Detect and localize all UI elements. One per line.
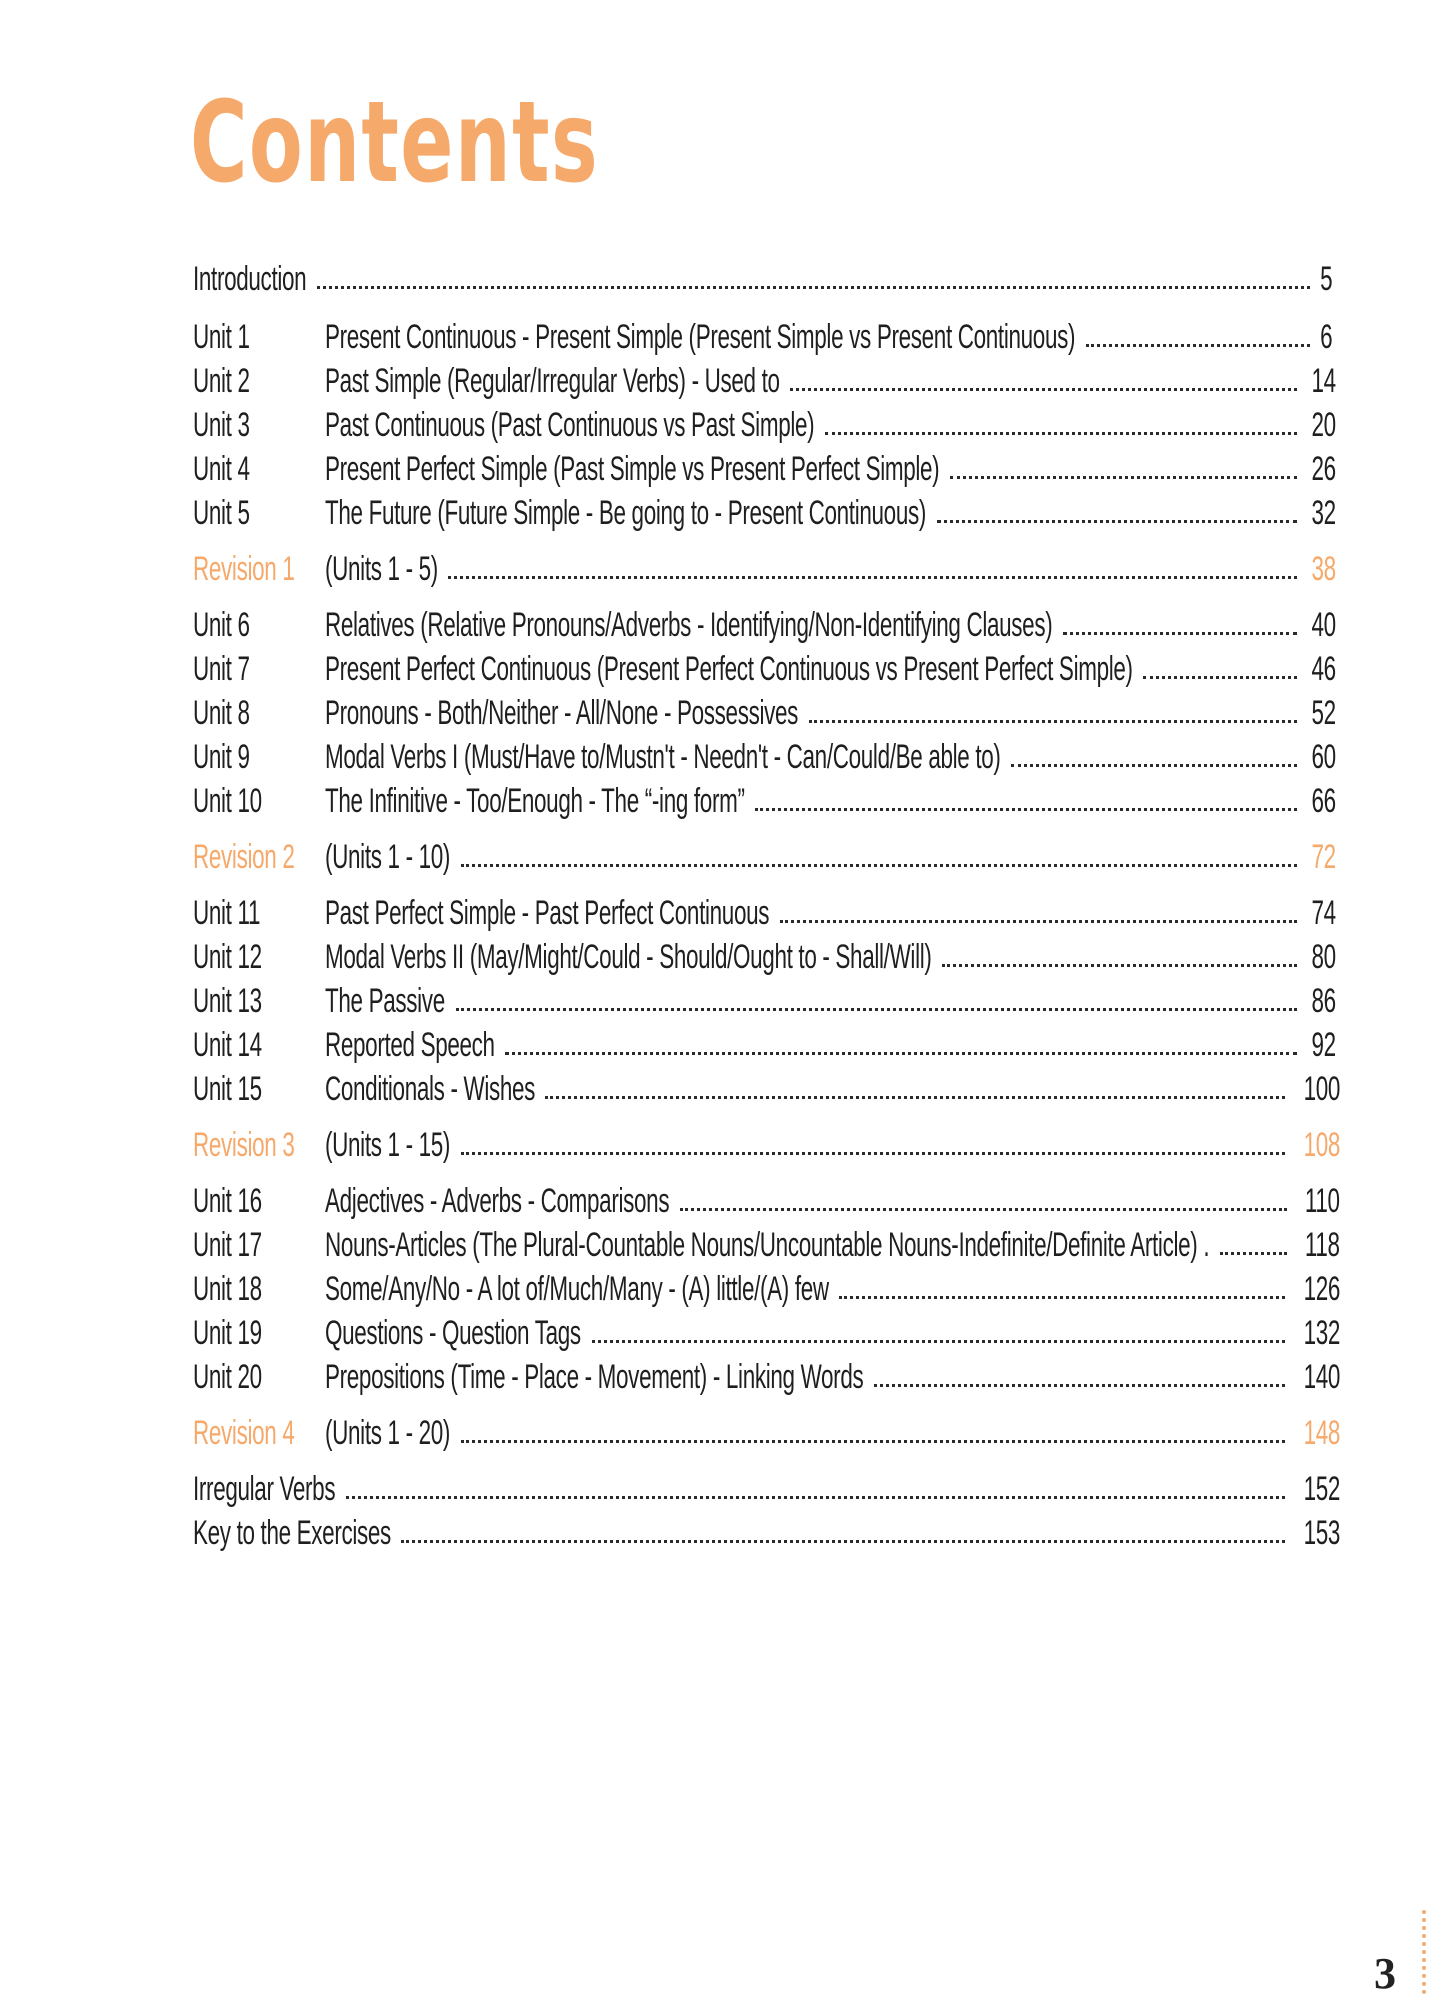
toc-entry-page: 20 [1311,406,1336,444]
toc-entry-page: 152 [1303,1470,1341,1508]
toc-entry-row [193,1172,1340,1222]
toc-entry-page: 32 [1311,494,1336,532]
toc-entry-title: Conditionals - Wishes [325,1070,536,1108]
toc-entry-row [193,1060,1341,1110]
toc-entry-page: 14 [1311,362,1336,400]
toc-entry-row [193,250,1333,300]
toc-entry-page: 132 [1303,1314,1341,1352]
dot-leader [1086,344,1310,347]
toc-entry-page: 72 [1311,838,1336,876]
toc-entry-label: Revision 3 [193,1126,295,1164]
toc-revision-row [193,540,1336,590]
toc-entry-page: 60 [1311,738,1336,776]
toc-entry-row [193,596,1336,646]
toc-entry-row [193,972,1336,1022]
toc-entry-title: Key to the Exercises [193,1514,391,1552]
toc-entry-row [193,1216,1340,1266]
toc-entry-title: Questions - Question Tags [325,1314,581,1352]
toc-entry-page: 6 [1320,318,1333,356]
toc-entry-page: 100 [1303,1070,1341,1108]
toc-entry-title: Modal Verbs II (May/Might/Could - Should/Ought to - Shall/Will) [325,938,932,976]
dot-leader [317,286,1310,289]
toc-entry-label: Unit 5 [193,494,250,532]
toc-entry-page: 38 [1311,550,1336,588]
toc-entry-row [193,1504,1341,1554]
toc-entry-title: Reported Speech [325,1026,495,1064]
toc-entry-label: Revision 4 [193,1414,295,1452]
toc-entry-title: The Future (Future Simple - Be going to - Present Continuous) [325,494,927,532]
toc-entry-title: Present Perfect Continuous (Present Perfect Continuous vs Present Perfect Simple) [325,650,1133,688]
dot-leader [461,1152,1285,1155]
toc-entry-label: Unit 14 [193,1026,262,1064]
toc-entry-page: 153 [1303,1514,1341,1552]
toc-entry-title: Past Perfect Simple - Past Perfect Continuous [325,894,770,932]
toc-entry-label: Unit 11 [193,894,261,932]
toc-entry-row [193,484,1336,534]
toc-entry-row [193,1348,1341,1398]
toc-entry-label: Unit 3 [193,406,250,444]
dot-leader [461,864,1297,867]
dot-leader [755,808,1297,811]
toc-entry-title: Past Simple (Regular/Irregular Verbs) - Used to [325,362,780,400]
toc-entry-label: Unit 19 [193,1314,262,1352]
toc-entry-label: Unit 9 [193,738,250,776]
toc-entry-page: 86 [1311,982,1336,1020]
toc-revision-row [193,828,1336,878]
toc-entry-title: Relatives (Relative Pronouns/Adverbs - Identifying/Non-Identifying Clauses) [325,606,1053,644]
toc-entry-title: Modal Verbs I (Must/Have to/Mustn't - Needn't - Can/Could/Be able to) [325,738,1001,776]
dot-leader [839,1296,1285,1299]
dot-leader [1143,676,1297,679]
toc-entry-title: Some/Any/No - A lot of/Much/Many - (A) little/(A) few [325,1270,829,1308]
toc-entry-page: 140 [1303,1358,1341,1396]
toc-entry-page: 80 [1311,938,1336,976]
dot-leader [790,388,1297,391]
toc-entry-label: Unit 15 [193,1070,262,1108]
toc-entry-title: Irregular Verbs [193,1470,336,1508]
toc-revision-row [193,1404,1341,1454]
toc-entry-row [193,1304,1341,1354]
toc-entry-row [193,640,1336,690]
toc-entry-title: (Units 1 - 20) [325,1414,451,1452]
toc-entry-label: Unit 16 [193,1182,262,1220]
dot-leader [950,476,1297,479]
toc-entry-page: 74 [1311,894,1336,932]
dot-leader [809,720,1297,723]
dot-leader [461,1440,1285,1443]
dot-leader [825,432,1297,435]
toc-entry-page: 5 [1320,260,1333,298]
dot-leader [456,1008,1297,1011]
page-number: 3 [1374,1949,1396,1998]
toc-entry-page: 40 [1311,606,1336,644]
toc-entry-row [193,772,1336,822]
toc-entry-row [193,1460,1341,1510]
toc-entry-title: The Infinitive - Too/Enough - The “-ing form” [325,782,745,820]
toc-entry-label: Unit 12 [193,938,262,976]
toc-entry-label: Unit 4 [193,450,250,488]
toc-entry-label: Unit 7 [193,650,250,688]
toc-entry-label: Unit 13 [193,982,262,1020]
toc-entry-page: 108 [1303,1126,1341,1164]
toc-entry-title: Pronouns - Both/Neither - All/None - Possessives [325,694,799,732]
toc-entry-row [193,440,1336,490]
toc-entry-row [193,1016,1336,1066]
toc-entry-page: 52 [1311,694,1336,732]
toc-entry-label: Unit 10 [193,782,262,820]
toc-entry-page: 92 [1311,1026,1336,1064]
toc-entry-title: Nouns-Articles (The Plural-Countable Nouns/Uncountable Nouns-Indefinite/Definite Article) . [325,1226,1210,1264]
decorative-dot-border [1422,1910,1426,1994]
dot-leader [680,1208,1287,1211]
dot-leader [874,1384,1285,1387]
dot-leader [545,1096,1285,1099]
toc-entry-label: Unit 2 [193,362,250,400]
toc-entry-title: Present Perfect Simple (Past Simple vs Present Perfect Simple) [325,450,940,488]
toc-entry-row [193,684,1336,734]
dot-leader [937,520,1297,523]
dot-leader [942,964,1297,967]
toc-revision-row [193,1116,1341,1166]
page-title: Contents [190,78,600,208]
toc-entry-title: Adjectives - Adverbs - Comparisons [325,1182,670,1220]
toc-entry-page: 148 [1303,1414,1341,1452]
toc-entry-row [193,728,1336,778]
toc-entry-title: Present Continuous - Present Simple (Present Simple vs Present Continuous) [325,318,1076,356]
toc-entry-title: Past Continuous (Past Continuous vs Past Simple) [325,406,815,444]
dot-leader [1011,764,1297,767]
toc-entry-label: Unit 18 [193,1270,262,1308]
dot-leader [448,576,1297,579]
toc-entry-title: (Units 1 - 10) [325,838,451,876]
toc-entry-page: 66 [1311,782,1336,820]
toc-entry-page: 26 [1311,450,1336,488]
dot-leader [401,1540,1285,1543]
toc-entry-title: (Units 1 - 15) [325,1126,451,1164]
toc-entry-title: (Units 1 - 5) [325,550,438,588]
toc-entry-row [193,396,1336,446]
dot-leader [1220,1252,1287,1255]
toc-entry-row [193,884,1336,934]
dot-leader [780,920,1297,923]
toc-entry-page: 110 [1304,1182,1340,1220]
toc-entry-page: 118 [1304,1226,1340,1264]
toc-entry-row [193,1260,1341,1310]
toc-entry-label: Unit 6 [193,606,250,644]
dot-leader [505,1052,1297,1055]
toc-entry-label: Unit 8 [193,694,250,732]
toc-entry-row [193,308,1333,358]
toc-entry-label: Revision 2 [193,838,295,876]
toc-entry-label: Unit 1 [193,318,250,356]
toc-entry-label: Unit 20 [193,1358,262,1396]
dot-leader [592,1340,1285,1343]
toc-entry-page: 46 [1311,650,1336,688]
toc-entry-title: Introduction [193,260,307,298]
toc-entry-label: Unit 17 [193,1226,262,1264]
toc-entry-title: The Passive [325,982,445,1020]
dot-leader [1063,632,1297,635]
dot-leader [346,1496,1285,1499]
toc-entry-row [193,352,1336,402]
toc-entry-title: Prepositions (Time - Place - Movement) - Linking Words [325,1358,864,1396]
toc-entry-row [193,928,1336,978]
toc-entry-label: Revision 1 [193,550,295,588]
toc-entry-page: 126 [1303,1270,1341,1308]
